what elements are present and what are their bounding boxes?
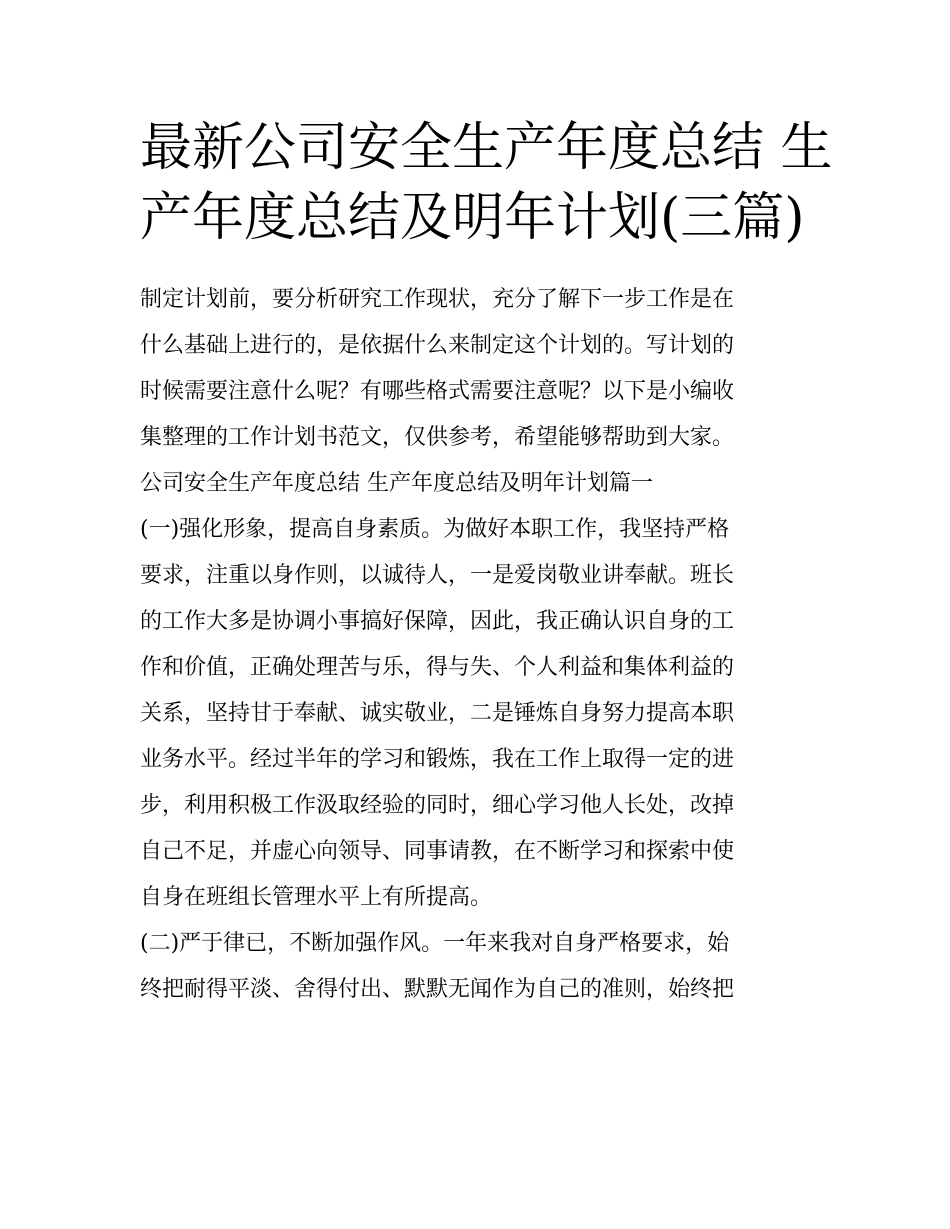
body-line: 时候需要注意什么呢？有哪些格式需要注意呢？以下是小编收 [140,379,735,404]
body-line: 自己不足，并虚心向领导、同事请教，在不断学习和探索中使 [140,839,735,864]
document-title [140,113,833,253]
document-body [140,277,830,1013]
body-line: 业务水平。经过半年的学习和锻炼，我在工作上取得一定的进 [140,747,735,772]
body-line: 作和价值，正确处理苦与乐，得与失、个人利益和集体利益的 [140,655,735,680]
body-line: 终把耐得平淡、舍得付出、默默无闻作为自己的准则，始终把 [140,977,735,1002]
body-line: 要求，注重以身作则，以诚待人，一是爱岗敬业讲奉献。班长 [140,563,735,588]
body-line: (一)强化形象，提高自身素质。为做好本职工作，我坚持严格 [140,517,730,542]
title-line-1: 最新公司安全生产年度总结 生 [140,118,833,178]
body-line: 步，利用积极工作汲取经验的同时，细心学习他人长处，改掉 [140,793,735,818]
body-line: 集整理的工作计划书范文，仅供参考，希望能够帮助到大家。 [140,425,735,450]
body-line: 制定计划前，要分析研究工作现状，充分了解下一步工作是在 [140,287,735,312]
body-line: 的工作大多是协调小事搞好保障，因此，我正确认识自身的工 [140,609,735,634]
section-heading: 公司安全生产年度总结 生产年度总结及明年计划篇一 [140,471,653,496]
body-line: 什么基础上进行的，是依据什么来制定这个计划的。写计划的 [140,333,735,358]
body-line: (二)严于律已，不断加强作风。一年来我对自身严格要求，始 [140,931,730,956]
body-line: 关系，坚持甘于奉献、诚实敬业，二是锤炼自身努力提高本职 [140,701,735,726]
title-line-2: 产年度总结及明年计划(三篇) [140,188,805,248]
body-line: 自身在班组长管理水平上有所提高。 [140,885,493,910]
